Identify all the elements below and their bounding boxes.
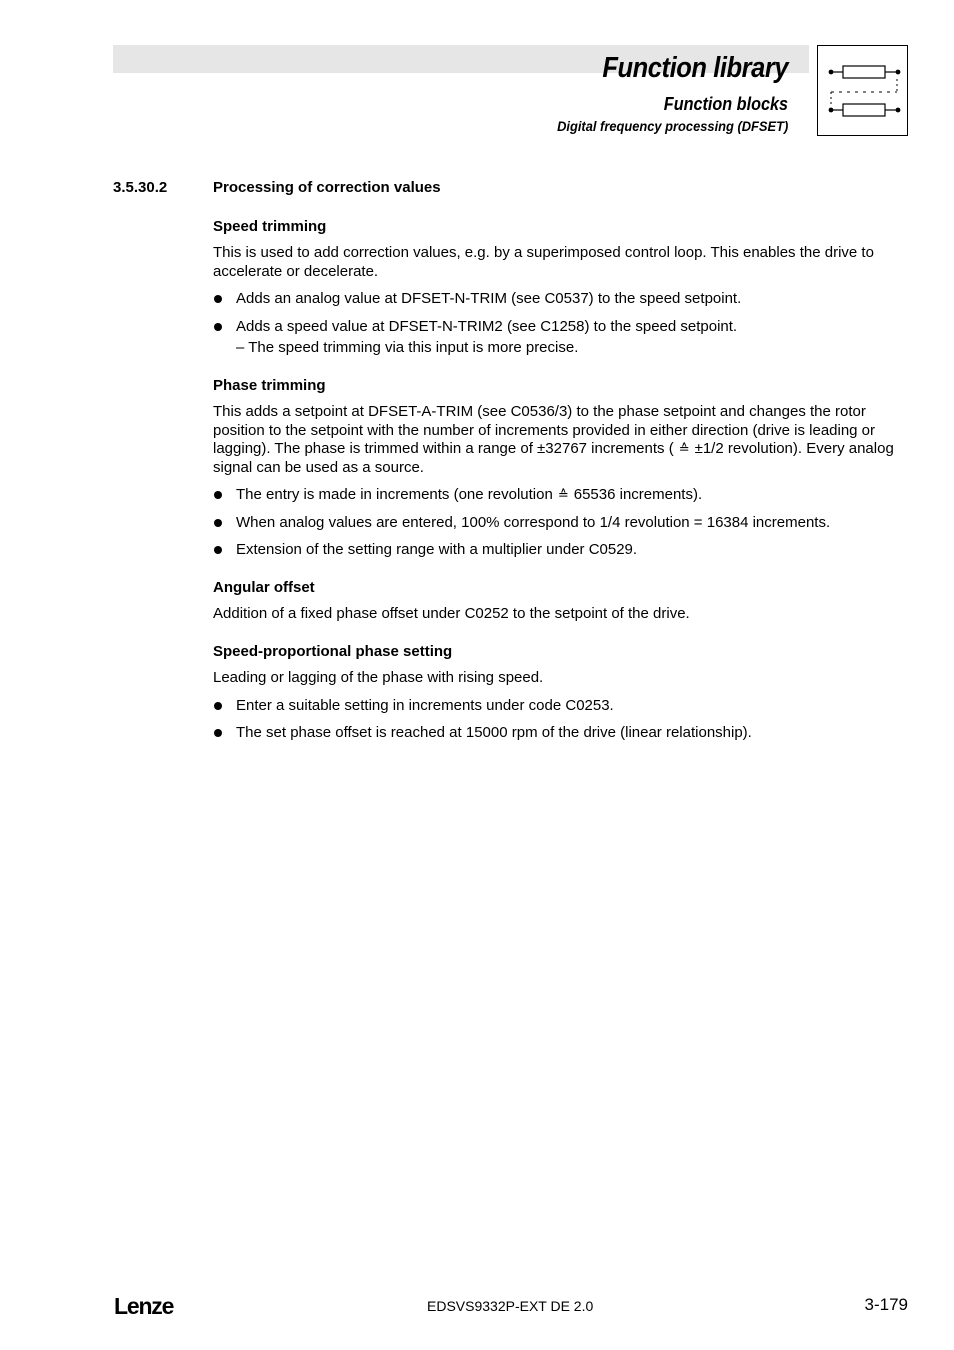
- bullet-icon: [214, 702, 222, 710]
- main-content: [213, 179, 910, 762]
- document-id: EDSVS9332P-EXT DE 2.0: [427, 1298, 594, 1314]
- page-title: Function library: [602, 52, 788, 84]
- angular-offset-heading: Angular offset: [213, 578, 315, 596]
- phase-trimming-intro: This adds a setpoint at DFSET-A-TRIM (see C0536/3) to the phase setpoint and changes the rotor position to the setpoint with the number of increments provided in either direction (drive is leading or lagging). The phase is trimmed within a range of ±32767 increments ( ≙ ±1/2 revolution). Every analog signal can be used as a source.: [213, 403, 894, 476]
- page-subtitle: Function blocks: [663, 94, 788, 114]
- corresponds-icon: ≙: [557, 487, 569, 502]
- page-number: 3-179: [864, 1295, 908, 1314]
- speed-trimming-heading: Speed trimming: [213, 217, 327, 235]
- bullet-icon: [214, 491, 222, 499]
- speed-trimming-intro: This is used to add correction values, e.g. by a superimposed control loop. This enables the drive to accelerate or decelerate.: [213, 244, 874, 280]
- list-item: When analog values are entered, 100% correspond to 1/4 revolution = 16384 increments.: [213, 514, 910, 533]
- lenze-logo: Lenze: [114, 1293, 174, 1319]
- section-title: Processing of correction values: [213, 179, 441, 196]
- phase-trimming-heading: Phase trimming: [213, 376, 326, 394]
- speed-trimming-list: [213, 290, 910, 358]
- list-item: The set phase offset is reached at 15000 rpm of the drive (linear relationship).: [213, 724, 910, 743]
- list-item: Extension of the setting range with a multiplier under C0529.: [213, 541, 910, 560]
- speed-prop-heading: Speed-proportional phase setting: [213, 642, 453, 660]
- list-item: Adds a speed value at DFSET-N-TRIM2 (see C1258) to the speed setpoint. – The speed trimming via this input is more precise.: [213, 318, 910, 358]
- list-item: Enter a suitable setting in increments under code C0253.: [213, 697, 910, 716]
- list-item: The entry is made in increments (one revolution ≙ 65536 increments).: [213, 486, 910, 505]
- bullet-icon: [214, 729, 222, 737]
- phase-trimming-list: [213, 486, 910, 560]
- bullet-icon: [214, 546, 222, 554]
- corresponds-icon: ≙: [678, 441, 690, 456]
- bullet-icon: [214, 519, 222, 527]
- speed-prop-list: [213, 697, 910, 743]
- angular-offset-text: Addition of a fixed phase offset under C0252 to the setpoint of the drive.: [213, 605, 690, 622]
- page-section-name: Digital frequency processing (DFSET): [556, 118, 788, 134]
- bullet-icon: [214, 323, 222, 331]
- list-item: Adds an analog value at DFSET-N-TRIM (see C0537) to the speed setpoint.: [213, 290, 910, 309]
- speed-prop-intro: Leading or lagging of the phase with rising speed.: [213, 669, 544, 686]
- function-block-icon: [817, 45, 908, 136]
- bullet-icon: [214, 295, 222, 303]
- list-subitem: – The speed trimming via this input is more precise.: [236, 339, 579, 356]
- section-number: 3.5.30.2: [113, 179, 168, 196]
